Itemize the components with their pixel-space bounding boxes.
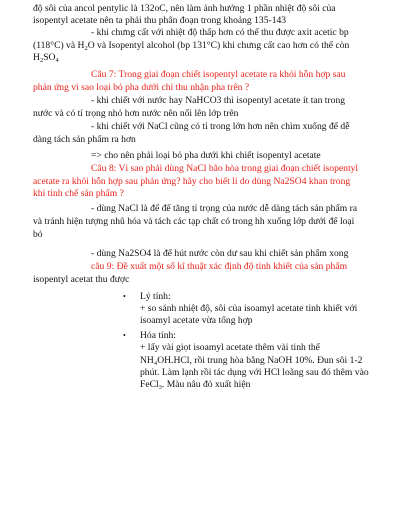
text-line: - khi chiết với NaCl cũng có tỉ trong lớn hơn nên chìm xuống để dễ (91, 121, 350, 132)
text-line: isopentyl acetate nên ta phải thu phân đoạn trong khoảng 135-143 (33, 15, 287, 26)
text-line: + lấy vài giọt isoamyl acetate thêm vài tinh thể (140, 342, 320, 353)
bullet-icon: • (123, 331, 126, 340)
text-line: độ sôi của ancol pentylic là 132oC, nên làm ảnh hưởng 1 phần nhiệt độ sôi của (33, 3, 336, 14)
text-line: isoamyl acetate vừa tổng hợp (140, 315, 253, 326)
text-line: dàng tách sản phẩm ra hơn (33, 134, 136, 145)
question-heading: Câu 8: Vì sao phải dùng NaCl bão hòa trong giai đoạn chiết isopentyl (91, 163, 359, 174)
question-heading: khi tinh chế sản phẩm ? (33, 188, 124, 199)
text-line: - dùng Na2SO4 là để hút nước còn dư sau khi chiết sản phẩm xong (91, 248, 349, 259)
text-line: nước và có tỉ trọng nhỏ hơn nước nên nổi lên lớp trên (33, 108, 239, 119)
text-line: FeCl$_3$. Màu nâu đỏ xuất hiện (140, 379, 251, 391)
list-item-label: Lý tính: (140, 291, 171, 302)
text-line: (118°C) và $H_2O$ và Isopentyl alcohol (bp 131°C) khi chưng cất cao hơn có thể còn (33, 40, 350, 52)
question-heading: Câu 7: Trong giai đoạn chiết isopentyl acetate ra khỏi hỗn hợp sau (91, 69, 346, 80)
list-item-label: Hóa tính: (140, 330, 176, 341)
text-line: - khi chưng cất với nhiệt độ thấp hơn có thể thu được axit acetic bp (91, 27, 349, 38)
question-heading: câu 9: Đề xuất một số kĩ thuật xác định độ tinh khiết của sản phẩm (91, 261, 348, 272)
text-line: và tránh hiện tượng nhũ hóa và tách các tạp chất có trong hh xuống lớp dưới để loại (33, 216, 355, 227)
text-line: NH₄OH.HCl, rồi trung hòa bằng NaOH 10%. Đun sôi 1-2 (140, 355, 363, 366)
text-line: - dùng NaCl là để để tăng tỉ trọng của nước dễ dàng tách sản phẩm ra (91, 203, 358, 214)
text-line: + so sánh nhiệt độ, sôi của isoamyl acetate tinh khiết với (140, 303, 358, 314)
question-heading: acetate ra khỏi hỗn hợp sau phản ứng? hãy cho biết lí do dùng Na2SO4 khan trong (33, 176, 351, 187)
text-line: - khi chiết với nước hay NaHCO3 thì isopentyl acetate ít tan trong (91, 95, 346, 106)
question-heading: phản ứng vì sao loại bỏ pha dưới chỉ thu nhận pha trên ? (33, 82, 250, 93)
text-line: $H_2SO_4$ (33, 52, 59, 64)
bullet-icon: • (123, 292, 126, 301)
text-line: phút. Làm lạnh rồi tác dụng với HCl loãng sau đó thêm vào (140, 367, 369, 378)
text-line: isopentyl acetat thu được (33, 274, 130, 285)
text-line: => cho nên phải loại bỏ pha dưới khi chiết isopentyl acetate (91, 150, 321, 161)
text-line: bỏ (33, 229, 43, 240)
